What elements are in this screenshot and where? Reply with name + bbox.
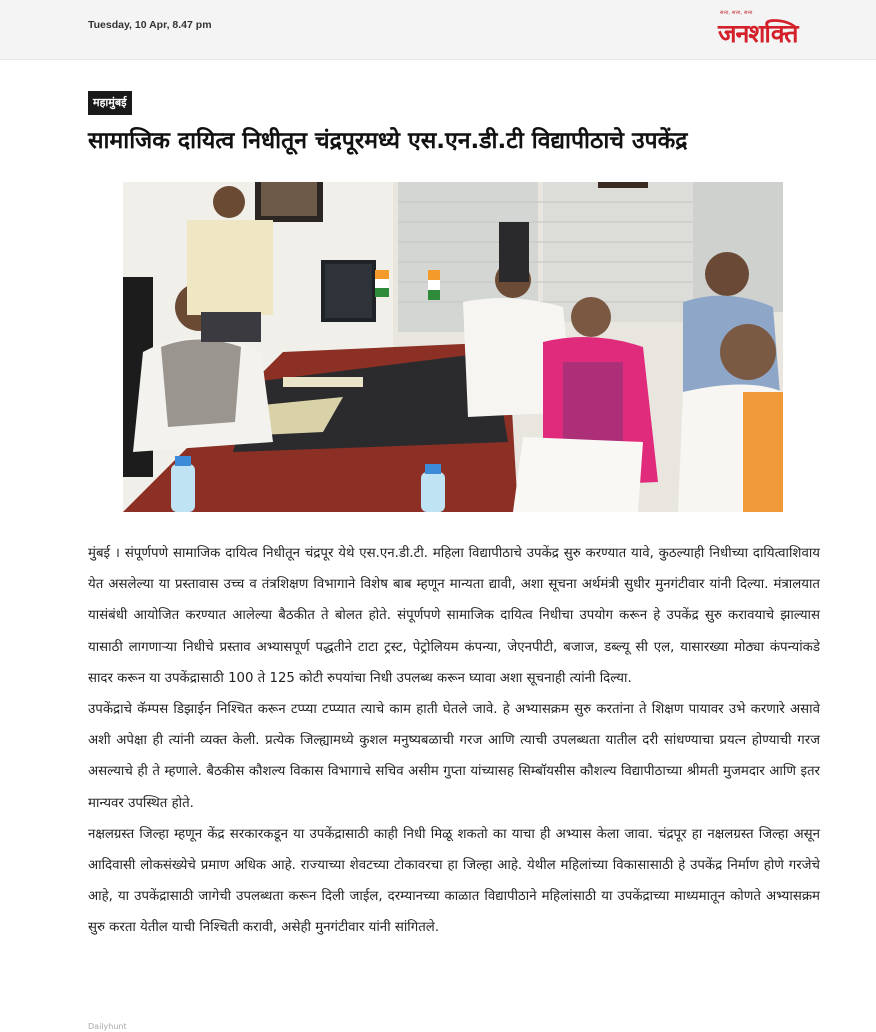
janshakti-logo[interactable] [718, 10, 818, 50]
source-label: Dailyhunt [88, 1022, 127, 1031]
paragraph-1: मुंबई । संपूर्णपणे सामाजिक दायित्व निधीतून चंद्रपूर येथे एस.एन.डी.टी. महिला विद्यापीठाचे उपकेंद्र सुरु करण्यात यावे, कुठल्याही निधीच्या दायित्वाशिवाय येत असलेल्या या प्रस्तावास उच्च व तंत्रशिक्षण विभागाने विशेष बाब म्हणून मान्यता द्यावी, अशा सूचना अर्थमंत्री सुधीर मुनगंटीवार यांनी दिल्या. मंत्रालयात यासंबंधी आयोजित करण्यात आलेल्या बैठकीत ते बोलत होते. संपूर्णपणे सामाजिक दायित्व निधीचा उपयोग करून हे उपकेंद्र सुरु करावयाचे झाल्यास यासाठी लागणाऱ्या निधीचे प्रस्ताव अभ्यासपूर्ण पद्धतीने टाटा ट्रस्ट, पेट्रोलियम कंपन्या, जेएनपीटी, बजाज, डब्ल्यू सी एल, यासारख्या मोठ्या कंपन्यांकडे सादर करून या उपकेंद्रासाठी 100 ते 125 कोटी रुपयांचा निधी उपलब्ध करून घ्यावा अशा सूचनाही त्यांनी दिल्या. [88, 546, 820, 686]
logo-text: जनशक्ति [718, 19, 798, 48]
article-photo [123, 182, 783, 512]
article-header [0, 60, 876, 182]
category-badge[interactable]: महामुंबई [88, 91, 132, 115]
article-headline: सामाजिक दायित्व निधीतून चंद्रपूरमध्ये एस.एन.डी.टी विद्यापीठाचे उपकेंद्र [88, 128, 688, 154]
top-bar [0, 0, 876, 60]
logo-tagline: सत्य, सत्ता, सत्ता [720, 10, 753, 16]
paragraph-3: नक्षलग्रस्त जिल्हा म्हणून केंद्र सरकारकडून या उपकेंद्रासाठी काही निधी मिळू शकतो का याचा ही अभ्यास केला जावा. चंद्रपूर हा नक्षलग्रस्त जिल्हा असून आदिवासी लोकसंख्येचे प्रमाण अधिक आहे. राज्याच्या शेवटच्या टोकावरचा हा जिल्हा आहे. येथील महिलांच्या विकासासाठी हे उपकेंद्र निर्माण होणे गरजेचे आहे, या उपकेंद्रासाठी जागेची उपलब्धता करून दिली जाईल, दरम्यानच्या काळात विद्यापीठाने महिलांसाठी या उपकेंद्राच्या माध्यमातून कोणते अभ्यासक्रम सुरु करता येतील याची निश्चिती करावी, असेही मुनगंटीवार यांनी सांगितले. [88, 826, 820, 936]
article-body [88, 538, 820, 944]
paragraph-2: उपकेंद्राचे कॅम्पस डिझाईन निश्चित करून टप्प्या टप्प्यात त्याचे काम हाती घेतले जावे. हे अभ्यासक्रम सुरु करतांना ते शिक्षण पायावर उभे करणारे असावे अशी अपेक्षा ही त्यांनी व्यक्त केली. प्रत्येक जिल्ह्यामध्ये कुशल मनुष्यबळाची गरज आणि त्याची उपलब्धता यातील दरी सांधण्याचा प्रयत्न होण्याची गरज असल्याचे ही ते म्हणाले. बैठकीस कौशल्य विकास विभागाचे सचिव असीम गुप्ता यांच्यासह सिम्बॉयसीस कौशल्य विद्यापीठाच्या श्रीमती मुजमदार आणि इतर मान्यवर उपस्थित होते. [88, 702, 820, 811]
date-stamp: Tuesday, 10 Apr, 8.47 pm [88, 19, 212, 31]
